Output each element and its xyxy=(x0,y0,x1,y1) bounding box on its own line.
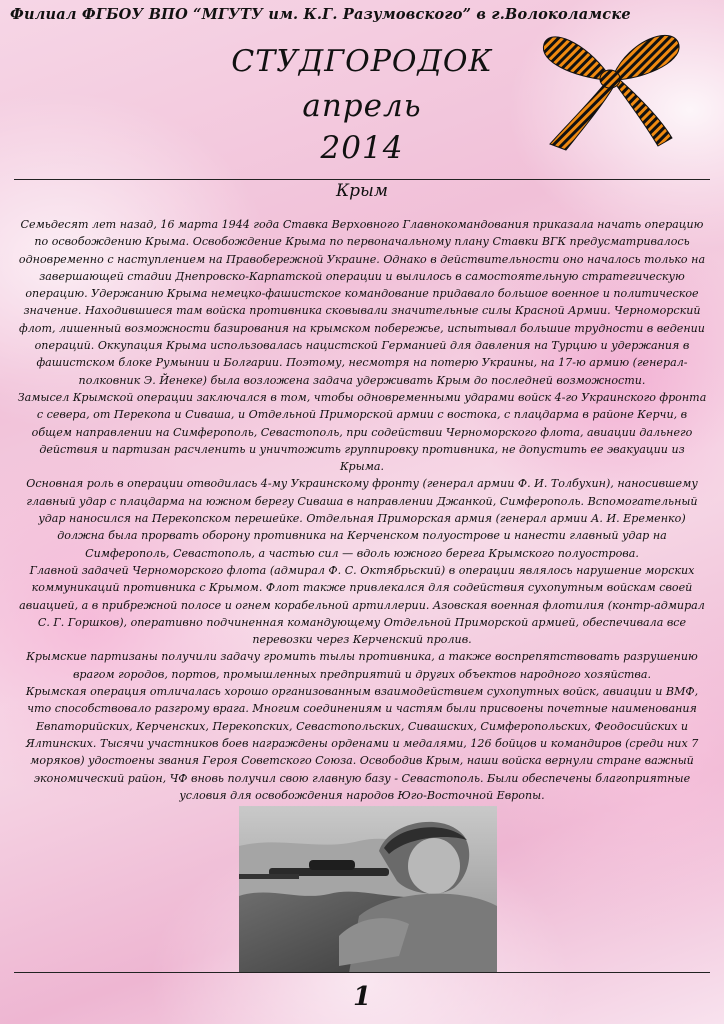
article-paragraph: Основная роль в операции отводилась 4-му Украинскому фронту (генерал армии Ф. И. Толбухин), наносившему главный удар с плацдарма на южном берегу Сиваша в направлении Джанкой, Симферополь. Вспомогательный удар наносился на Перекопском перешейке. Отдельная Приморская армия (генерал армии А. И. Еременко) должна была прорвать оборону противника на Керченском полуострове и нанести главный удар на Симферополь, Севастополь, а частью сил — вдоль южного берега Крымского полуострова. xyxy=(26,477,698,560)
article-paragraph: Семьдесят лет назад, 16 марта 1944 года Ставка Верховного Главнокомандования приказала начать операцию по освобождению Крыма. Освобождение Крыма по первоначальному плану Ставки ВГК предусматривалось одновременно с наступлением на Правобережной Украине. Однако в действительности оно началось только на завершающей стадии Днепровско-Карпатской операции и вылилось в самостоятельную стратегическую операцию. Удержанию Крыма немецко-фашистское командование придавало большое военное и политическое значение. Находившиеся там войска противника сковывали значительные силы Красной Армии. Черноморский флот, лишенный возможности базирования на крымском побережье, испытывал большие трудности в ведении операций. Оккупация Крыма использовалась нацистской Германией для давления на Турцию и удержания в фашистском блоке Румынии и Болгарии. Поэтому, несмотря на потерю Украины, на 17-ю армию (генерал-полковник Э. Йенеке) была возложена задача удерживать Крым до последней возможности. xyxy=(18,218,706,387)
sniper-photo xyxy=(239,806,497,973)
st-george-ribbon-icon xyxy=(530,22,690,152)
article-paragraph: Крымские партизаны получили задачу громить тылы противника, а также воспрепятствовать разрушению врагом городов, портов, промышленных предприятий и других объектов народного хозяйства. xyxy=(26,650,698,681)
article-paragraph: Крымская операция отличалась хорошо организованным взаимодействием сухопутных войск, авиации и ВМФ, что способствовало разгрому врага. Многим соединениям и частям были присвоены почетные наименования Евпаторийских, Керченских, Перекопских, Севастопольских, Сивашских, Симферопольских, Феодосийских и Ялтинских. Тысячи участников боев награждены орденами и медалями, 126 бойцов и командиров (среди них 7 моряков) удостоены звания Героя Советского Союза. Освободив Крым, наши войска вернули стране важный экономический район, ЧФ вновь получил свою главную базу - Севастополь. Были обеспечены благоприятные условия для освобождения народов Юго-Восточной Европы. xyxy=(25,685,699,802)
masthead-month: апрель xyxy=(302,88,422,124)
institution-header: Филиал ФГБОУ ВПО “МГУТУ им. К.Г. Разумовского” в г.Волоколамске xyxy=(10,6,631,23)
footer-divider xyxy=(14,972,710,973)
masthead-title: СТУДГОРОДОК xyxy=(231,44,493,79)
header-divider xyxy=(14,179,710,180)
article-paragraph: Главной задачей Черноморского флота (адмирал Ф. С. Октябрьский) в операции являлось нарушение морских коммуникаций противника с Крымом. Флот также привлекался для содействия сухопутным войскам своей авиацией, а в прибрежной полосе и огнем корабельной артиллерии. Азовская военная флотилия (контр-адмирал С. Г. Горшков), оперативно подчиненная командующему Отдельной Приморской армией, обеспечивала все перевозки через Керченский пролив. xyxy=(19,563,705,647)
masthead-year: 2014 xyxy=(320,130,404,166)
article-paragraph: Замысел Крымской операции заключался в том, чтобы одновременными ударами войск 4-го Украинского фронта с севера, от Перекопа и Сиваша, и Отдельной Приморской армии с востока, с плацдарма в районе Керчи, в общем направлении на Симферополь, Севастополь, при содействии Черноморского флота, авиации дальнего действия и партизан расчленить и уничтожить группировку противника, не допустить ее эвакуации из Крыма. xyxy=(17,390,707,474)
page-number: 1 xyxy=(352,982,372,1012)
article-body xyxy=(16,216,708,804)
article-title: Крым xyxy=(336,181,388,201)
